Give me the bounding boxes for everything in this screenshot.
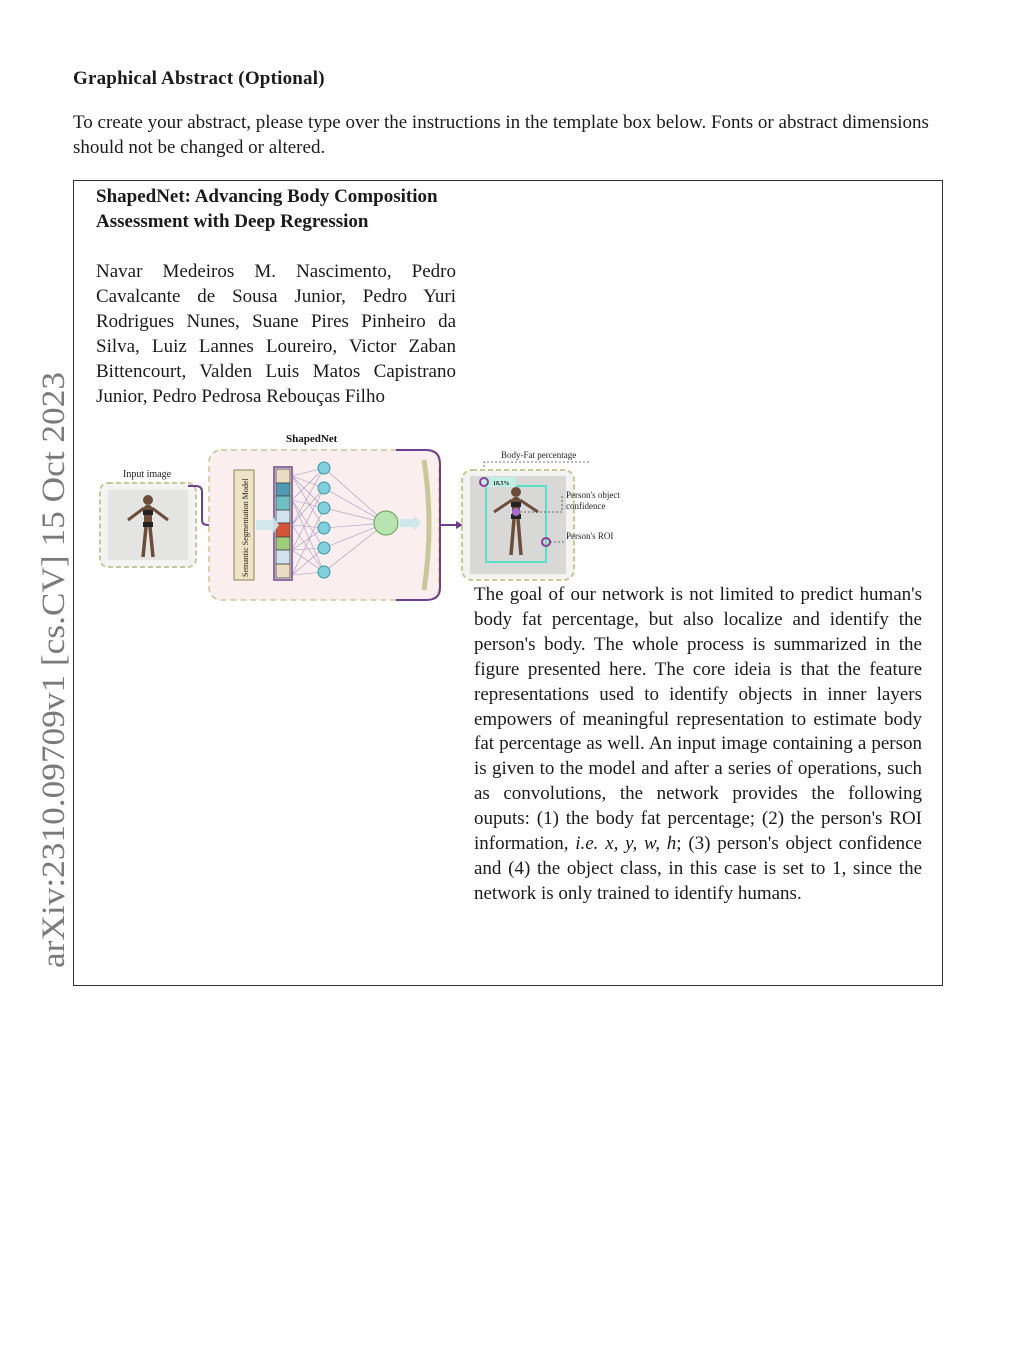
instructions-paragraph: To create your abstract, please type over the instructions in the template box below. Fonts or abstract dimensions should not be changed or altered. (73, 112, 929, 158)
confidence-label-line1: Person's object (566, 490, 620, 500)
bodyfat-label: Body-Fat percentage (501, 450, 577, 460)
summary-ie: i.e. (575, 833, 599, 855)
segmentation-model-label: Semantic Segmentation Model (241, 478, 250, 577)
network-title: ShapedNet (286, 433, 338, 445)
shapednet-figure (96, 430, 656, 605)
confidence-marker (512, 508, 520, 516)
paper-title: ShapedNet: Advancing Body Composition Assessment with Deep Regression (96, 186, 438, 232)
output-node (374, 511, 398, 535)
author-list: Navar Medeiros M. Nascimento, Pedro Cavalcante de Sousa Junior, Pedro Yuri Rodrigues Nunes, Suane Pires Pinheiro da Silva, Luiz Lannes Loureiro, Victor Zaban Bittencourt, Valden Luis Matos Capistrano Junior, Pedro Pedrosa Rebouças Filho (96, 261, 456, 407)
roi-label: Person's ROI (566, 531, 614, 541)
arxiv-stamp-text: arXiv:2310.09709v1 [cs.CV] 15 Oct 2023 (36, 410, 72, 968)
summary-part1: The goal of our network is not limited to predict human's body fat percentage, but also localize and identify the person's body. The whole process is summarized in the figure presented here. The core ideia is that the feature representations used to identify objects in inner layers empowers of meaningful representation to estimate body fat percentage as well. An input image containing a person is given to the model and after a series of operations, such as convolutions, the network provides the following ouputs: (1) the body fat percentage; (2) the person's ROI information, (474, 584, 922, 855)
arxiv-stamp (20, 370, 72, 970)
input-image-label: Input image (123, 469, 172, 480)
summary-part2: ; (3) person's object confidence and (4) the object class, in this case is set to 1, since the network is only trained to identify humans. (474, 833, 922, 904)
confidence-label-line2: confidence (566, 501, 606, 511)
graphical-abstract-heading: Graphical Abstract (Optional) (73, 68, 325, 89)
bodyfat-value: 18.5% (493, 481, 510, 487)
abstract-summary (474, 583, 922, 907)
summary-vars: x, y, w, h (598, 833, 677, 855)
